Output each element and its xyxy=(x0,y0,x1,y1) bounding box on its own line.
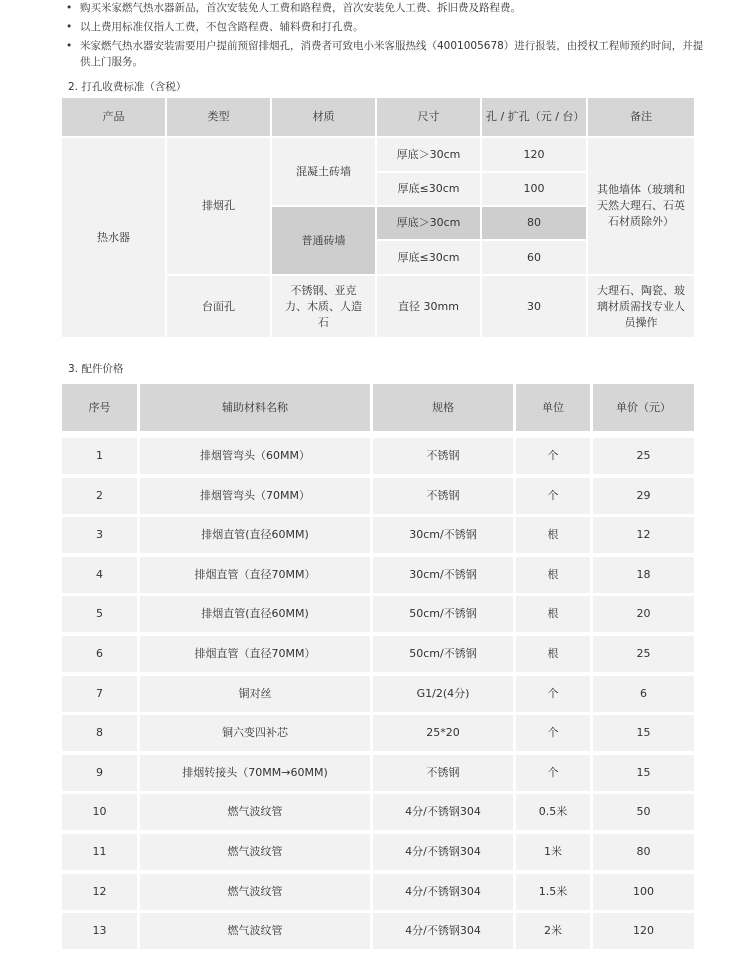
header-price: 孔 / 扩孔（元 / 台） xyxy=(482,98,586,136)
cell-material-name: 排烟管弯头（60MM） xyxy=(140,438,370,474)
cell-index: 11 xyxy=(62,834,137,870)
cell-size: 厚底≤30cm xyxy=(377,241,480,274)
cell-index: 13 xyxy=(62,913,137,949)
cell-index: 8 xyxy=(62,715,137,751)
cell-index: 1 xyxy=(62,438,137,474)
header-material-name: 辅助材料名称 xyxy=(140,384,370,431)
cell-price: 100 xyxy=(482,173,586,205)
cell-index: 7 xyxy=(62,676,137,712)
cell-unit: 2米 xyxy=(516,913,590,949)
cell-material-name: 燃气波纹管 xyxy=(140,834,370,870)
cell-price: 80 xyxy=(482,207,586,239)
cell-unit-price: 29 xyxy=(593,478,694,514)
cell-index: 2 xyxy=(62,478,137,514)
cell-remark-smoke: 其他墙体（玻璃和天然大理石、石英石材质除外） xyxy=(588,138,694,274)
cell-product: 热水器 xyxy=(62,138,165,337)
header-index: 序号 xyxy=(62,384,137,431)
cell-size: 厚底＞30cm xyxy=(377,138,480,171)
cell-spec: 50cm/不锈钢 xyxy=(373,636,513,672)
cell-index: 5 xyxy=(62,596,137,632)
header-spec: 规格 xyxy=(373,384,513,431)
cell-spec: 25*20 xyxy=(373,715,513,751)
cell-unit-price: 20 xyxy=(593,596,694,632)
cell-material-concrete: 混凝土砖墙 xyxy=(272,138,375,205)
cell-index: 9 xyxy=(62,755,137,791)
cell-spec: 不锈钢 xyxy=(373,478,513,514)
cell-unit: 根 xyxy=(516,636,590,672)
cell-material-name: 燃气波纹管 xyxy=(140,874,370,910)
cell-material-name: 排烟直管（直径70MM） xyxy=(140,557,370,593)
cell-unit-price: 15 xyxy=(593,715,694,751)
cell-unit-price: 15 xyxy=(593,755,694,791)
cell-spec: 30cm/不锈钢 xyxy=(373,557,513,593)
cell-unit-price: 18 xyxy=(593,557,694,593)
cell-spec: 30cm/不锈钢 xyxy=(373,517,513,553)
cell-material-name: 排烟直管(直径60MM) xyxy=(140,596,370,632)
cell-material-name: 排烟管弯头（70MM） xyxy=(140,478,370,514)
cell-material-name: 燃气波纹管 xyxy=(140,794,370,830)
header-unit: 单位 xyxy=(516,384,590,431)
cell-unit: 0.5米 xyxy=(516,794,590,830)
cell-price: 120 xyxy=(482,138,586,171)
cell-material-counter: 不锈钢、亚克力、木质、人造石 xyxy=(272,276,375,337)
cell-unit-price: 25 xyxy=(593,636,694,672)
cell-remark-counter: 大理石、陶瓷、玻璃材质需找专业人员操作 xyxy=(588,276,694,337)
note-item: • 米家燃气热水器安装需要用户提前预留排烟孔，消费者可致电小米客服热线（4001005678）进行报装，由授权工程师预约时间，并提供上门服务。 xyxy=(64,38,704,70)
cell-index: 3 xyxy=(62,517,137,553)
cell-spec: G1/2(4分) xyxy=(373,676,513,712)
cell-unit: 1.5米 xyxy=(516,874,590,910)
cell-unit-price: 120 xyxy=(593,913,694,949)
cell-unit-price: 80 xyxy=(593,834,694,870)
cell-type-counter-hole: 台面孔 xyxy=(167,276,270,337)
cell-unit: 根 xyxy=(516,517,590,553)
cell-spec: 不锈钢 xyxy=(373,755,513,791)
cell-price: 60 xyxy=(482,241,586,274)
cell-unit: 个 xyxy=(516,755,590,791)
note-item: • 以上费用标准仅指人工费，不包含路程费、辅料费和打孔费。 xyxy=(64,19,704,35)
cell-unit-price: 12 xyxy=(593,517,694,553)
header-size: 尺寸 xyxy=(377,98,480,136)
cell-material-name: 铜对丝 xyxy=(140,676,370,712)
header-product: 产品 xyxy=(62,98,165,136)
cell-unit-price: 100 xyxy=(593,874,694,910)
cell-index: 10 xyxy=(62,794,137,830)
cell-unit: 个 xyxy=(516,676,590,712)
header-unit-price: 单价（元） xyxy=(593,384,694,431)
cell-unit: 个 xyxy=(516,438,590,474)
cell-material-name: 排烟转接头（70MM→60MM) xyxy=(140,755,370,791)
cell-price-counter: 30 xyxy=(482,276,586,337)
cell-spec: 不锈钢 xyxy=(373,438,513,474)
cell-spec: 4分/不锈钢304 xyxy=(373,834,513,870)
note-item: • 购买米家燃气热水器新品，首次安装免人工费和路程费，首次安装免人工费、拆旧费及路程费。 xyxy=(64,0,704,16)
cell-type-smoke-hole: 排烟孔 xyxy=(167,138,270,274)
section3-title: 3. 配件价格 xyxy=(68,363,124,375)
header-type: 类型 xyxy=(167,98,270,136)
cell-material-name: 排烟直管（直径70MM） xyxy=(140,636,370,672)
cell-material-name: 燃气波纹管 xyxy=(140,913,370,949)
cell-index: 4 xyxy=(62,557,137,593)
notes-list xyxy=(64,0,704,73)
cell-spec: 50cm/不锈钢 xyxy=(373,596,513,632)
section2-title: 2. 打孔收费标准（含税） xyxy=(68,81,187,93)
cell-spec: 4分/不锈钢304 xyxy=(373,874,513,910)
cell-size: 厚底≤30cm xyxy=(377,173,480,205)
header-material: 材质 xyxy=(272,98,375,136)
cell-unit: 个 xyxy=(516,715,590,751)
cell-index: 6 xyxy=(62,636,137,672)
header-remark: 备注 xyxy=(588,98,694,136)
cell-unit: 根 xyxy=(516,557,590,593)
cell-unit-price: 25 xyxy=(593,438,694,474)
cell-size: 厚底＞30cm xyxy=(377,207,480,239)
cell-spec: 4分/不锈钢304 xyxy=(373,794,513,830)
cell-unit-price: 6 xyxy=(593,676,694,712)
cell-material-brick: 普通砖墙 xyxy=(272,207,375,274)
cell-index: 12 xyxy=(62,874,137,910)
cell-unit: 个 xyxy=(516,478,590,514)
cell-material-name: 铜六变四补芯 xyxy=(140,715,370,751)
cell-unit-price: 50 xyxy=(593,794,694,830)
cell-size-counter: 直径 30mm xyxy=(377,276,480,337)
cell-unit: 根 xyxy=(516,596,590,632)
cell-spec: 4分/不锈钢304 xyxy=(373,913,513,949)
cell-unit: 1米 xyxy=(516,834,590,870)
cell-material-name: 排烟直管(直径60MM) xyxy=(140,517,370,553)
